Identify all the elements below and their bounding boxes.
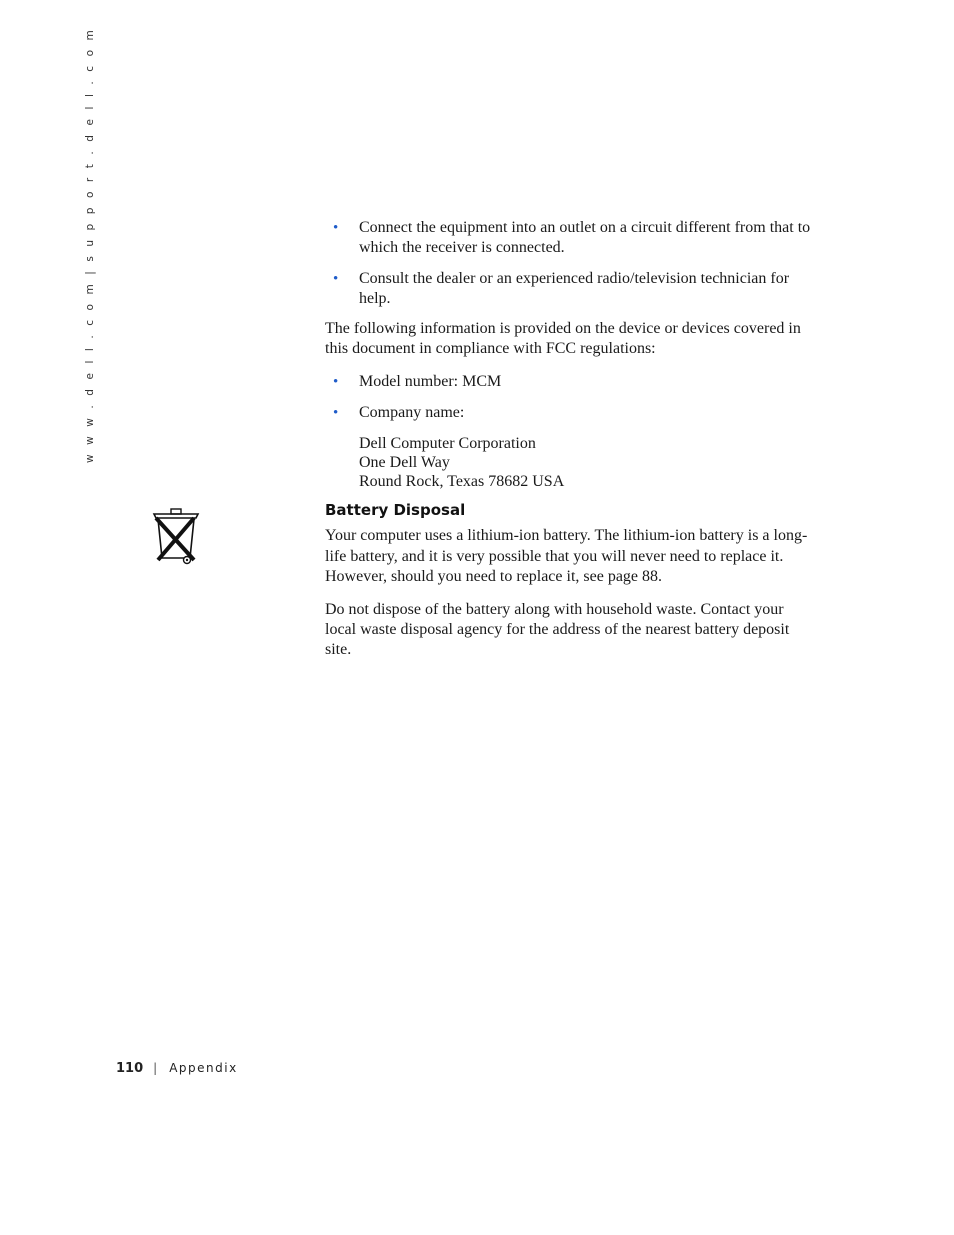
bullet-icon: • [333,374,339,390]
disposal-paragraph: Do not dispose of the battery along with household waste. Contact your local waste disposal agency for the address of the nearest battery deposit site. [325,600,790,658]
page-number: 110 [116,1061,144,1076]
list-item-text: Model number: MCM [359,373,502,390]
section-name: Appendix [169,1061,238,1075]
section-heading: Battery Disposal [325,501,466,519]
battery-paragraph: Your computer uses a lithium-ion battery. The lithium-ion battery is a long-life battery, and it is very possible that you will never need to replace it. However, should you need to replace it, see page 88. [325,527,808,585]
list-item [325,269,815,309]
bullet-icon: • [333,271,339,287]
page-footer [116,1061,238,1076]
address-line: One Dell Way [359,454,450,471]
bullet-icon: • [333,220,339,236]
bullet-list-top [325,218,815,309]
bullet-list-info [325,372,815,423]
list-item [325,403,815,423]
list-item-text: Consult the dealer or an experienced radio/television technician for help. [359,270,790,307]
fcc-paragraph: The following information is provided on the device or devices covered in this document in compliance with FCC regulations: [325,320,801,357]
list-item [325,372,815,392]
list-item-text: Company name: [359,404,465,421]
footer-separator: | [153,1061,158,1075]
address-line: Round Rock, Texas 78682 USA [359,473,565,490]
list-item-text: Connect the equipment into an outlet on a circuit different from that to which the receiver is connected. [359,219,811,256]
page-content [325,218,815,660]
address-line: Dell Computer Corporation [359,435,536,452]
crossed-out-wheeled-bin-icon [150,506,202,568]
sidebar-url: w w w . d e l l . c o m | s u p p o r t . d e l l . c o m [84,27,96,463]
company-address [359,434,815,491]
list-item [325,218,815,258]
bullet-icon: • [333,405,339,421]
